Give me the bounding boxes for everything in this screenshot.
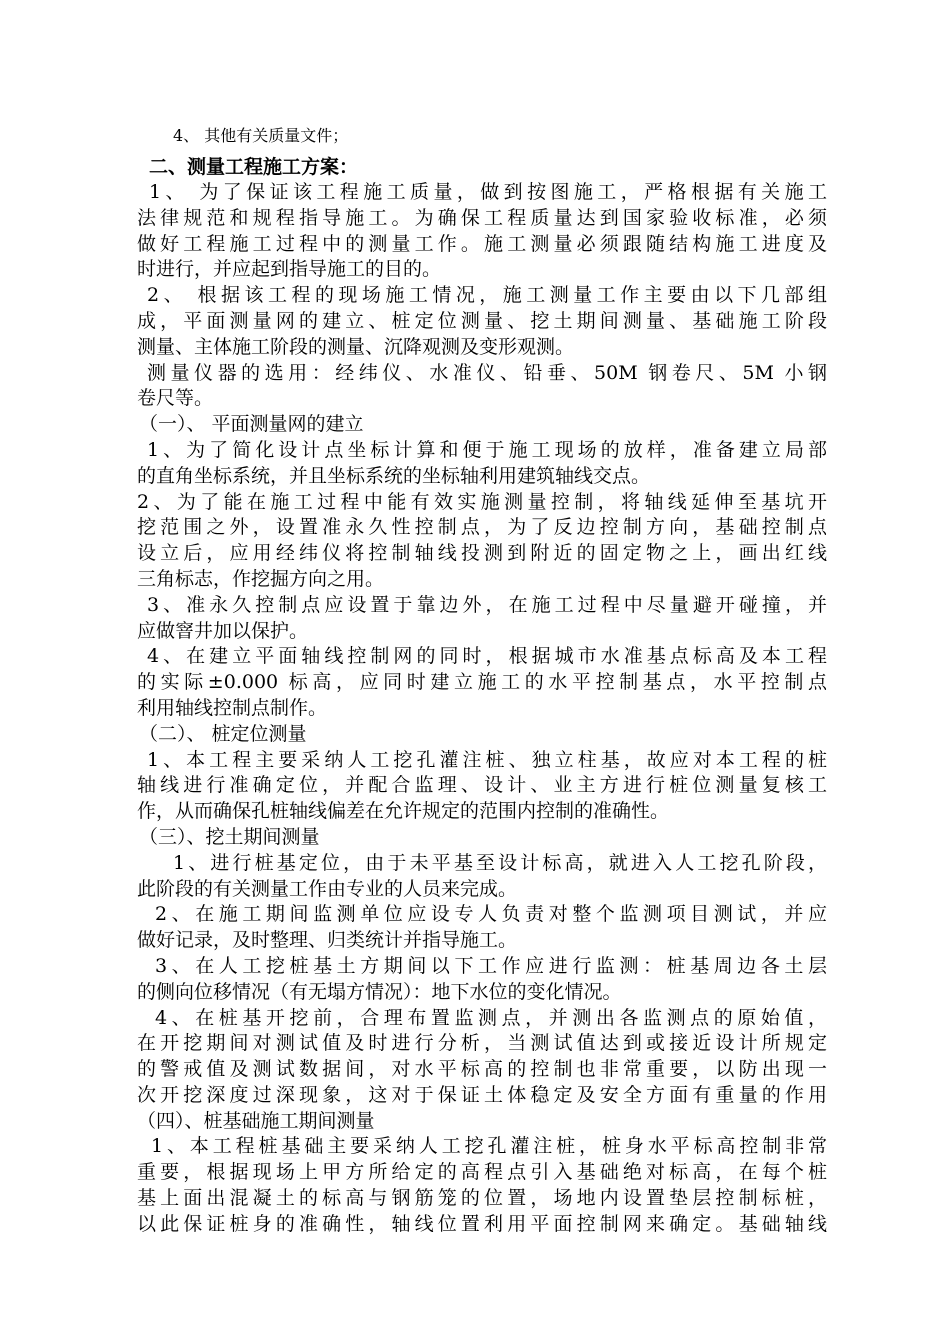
- text-line: 的警戒值及测试数据间，对水平标高的控制也非常重要，以防出现一: [137, 1058, 827, 1081]
- text-line: 做好记录，及时整理、归类统计并指导施工。: [137, 929, 518, 952]
- text-line: 重要，根据现场上甲方所给定的高程点引入基础绝对标高，在每个桩: [137, 1161, 827, 1184]
- text-line: 的实际±0.000 标高，应同时建立施工的水平控制基点，水平控制点: [137, 671, 827, 694]
- text-line: （三）、挖土期间测量: [139, 825, 320, 848]
- text-line: 测量仪器的选用：经纬仪、水准仪、铅垂、50M 钢卷尺、5M 小钢: [147, 361, 827, 384]
- text-line: 4、在建立平面轴线控制网的同时，根据城市水准基点标高及本工程: [147, 645, 827, 668]
- text-line: 此阶段的有关测量工作由专业的人员来完成。: [137, 877, 518, 900]
- text-line: 基上面出混凝土的标高与钢筋笼的位置，场地内设置垫层控制标桩，: [137, 1187, 827, 1210]
- section-heading: 二、测量工程施工方案：: [149, 156, 359, 178]
- text-line: 3、准永久控制点应设置于靠边外，在施工过程中尽量避开碰撞，并: [147, 593, 827, 616]
- text-line: 利用轴线控制点制作。: [137, 696, 328, 719]
- text-line: 应做窨井加以保护。: [137, 619, 309, 642]
- text-line: 测量、主体施工阶段的测量、沉降观测及变形观测。: [137, 335, 575, 358]
- text-line: 4、在桩基开挖前，合理布置监测点，并测出各监测点的原始值，: [155, 1006, 827, 1029]
- text-line: 挖范围之外，设置准永久性控制点，为了反边控制方向，基础控制点: [137, 516, 827, 539]
- text-line: 成，平面测量网的建立、桩定位测量、挖土期间测量、基础施工阶段: [137, 309, 827, 332]
- text-line: 卷尺等。: [137, 387, 214, 410]
- document-body: [137, 124, 827, 1238]
- text-line: 作，从而确保孔桩轴线偏差在允许规定的范围内控制的准确性。: [137, 800, 670, 823]
- text-line: 1、为了简化设计点坐标计算和便于施工现场的放样，准备建立局部: [147, 438, 827, 461]
- text-line: 轴线进行准确定位，并配合监理、设计、业主方进行桩位测量复核工: [137, 774, 827, 797]
- text-line: （四）、桩基础施工期间测量: [137, 1109, 375, 1132]
- text-line: 2、在施工期间监测单位应设专人负责对整个监测项目测试，并应: [155, 903, 827, 926]
- text-line: 三角标志，作挖掘方向之用。: [137, 567, 385, 590]
- text-line: 2、 根据该工程的现场施工情况，施工测量工作主要由以下几部组: [147, 284, 827, 307]
- text-line: 4、 其他有关质量文件；: [173, 126, 349, 145]
- text-line: 1、本工程桩基础主要采纳人工挖孔灌注桩，桩身水平标高控制非常: [151, 1135, 827, 1158]
- text-line: 次开挖深度过深现象，这对于保证土体稳定及安全方面有重量的作用: [137, 1083, 827, 1106]
- text-line: 时进行，并应起到指导施工的目的。: [137, 258, 442, 281]
- text-line: 1、本工程主要采纳人工挖孔灌注桩、独立柱基，故应对本工程的桩: [147, 748, 827, 771]
- text-line: 做好工程施工过程中的测量工作。施工测量必须跟随结构施工进度及: [137, 232, 827, 255]
- text-line: （一）、 平面测量网的建立: [139, 413, 364, 436]
- text-line: 设立后，应用经纬仪将控制轴线投测到附近的固定物之上，画出红线: [137, 542, 827, 565]
- text-line: 1、进行桩基定位，由于未平基至设计标高，就进入人工挖孔阶段，: [173, 851, 827, 874]
- text-line: 的侧向位移情况（有无塌方情况）：地下水位的变化情况。: [137, 980, 622, 1003]
- text-line: 1、 为了保证该工程施工质量，做到按图施工，严格根据有关施工: [149, 181, 827, 203]
- text-line: 3、在人工挖桩基土方期间以下工作应进行监测：桩基周边各土层: [155, 954, 827, 977]
- text-line: 法律规范和规程指导施工。为确保工程质量达到国家验收标准，必须: [137, 206, 827, 229]
- text-line: 2、为了能在施工过程中能有效实施测量控制，将轴线延伸至基坑开: [137, 490, 827, 513]
- text-line: 以此保证桩身的准确性，轴线位置利用平面控制网来确定。基础轴线: [137, 1212, 827, 1235]
- text-line: 在开挖期间对测试值及时进行分析，当测试值达到或接近设计所规定: [137, 1032, 827, 1055]
- text-line: （二）、 桩定位测量: [139, 722, 307, 745]
- text-line: 的直角坐标系统，并且坐标系统的坐标轴利用建筑轴线交点。: [137, 464, 651, 487]
